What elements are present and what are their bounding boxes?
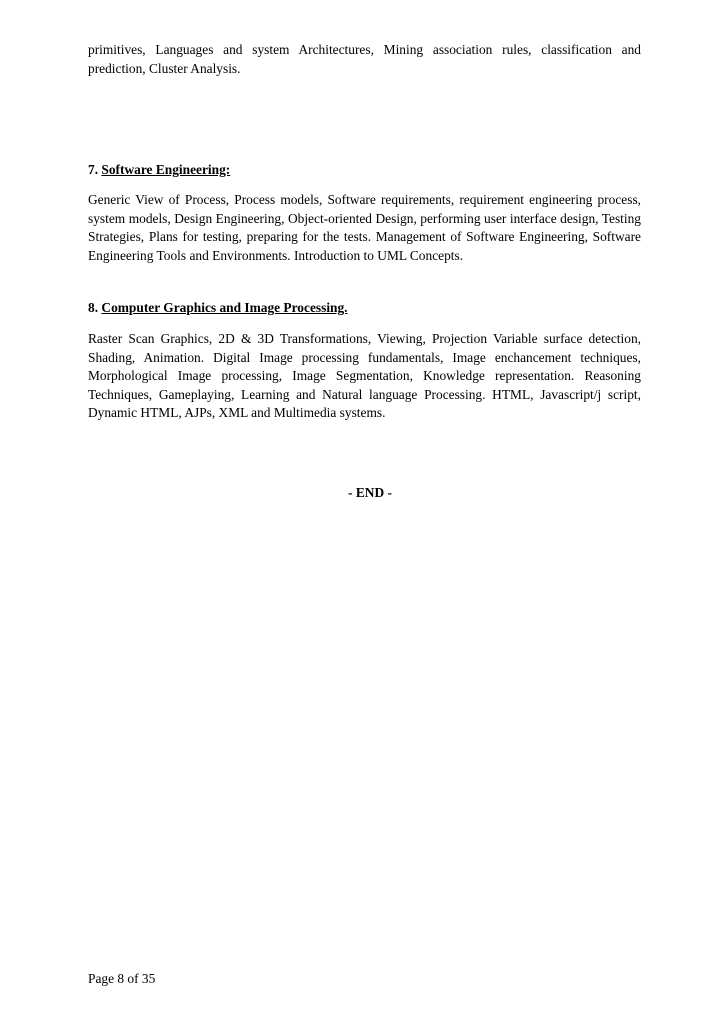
section-7-heading: [88, 161, 230, 180]
section-7-title: Software Engineering:: [101, 162, 231, 177]
end-marker: - END -: [348, 485, 392, 500]
intro-paragraph: primitives, Languages and system Architectures, Mining association rules, classification and prediction, Cluster Analysis.: [88, 42, 641, 76]
section-8-body: Raster Scan Graphics, 2D & 3D Transformations, Viewing, Projection Variable surface detection, Shading, Animation. Digital Image processing fundamentals, Image enchancement techniques, Morphological Image processing, Image Segmentation, Knowledge representation. Reasoning Techniques, Gameplaying, Learning and Natural language Processing. HTML, Javascript/j script, Dynamic HTML, AJPs, XML and Multimedia systems.: [88, 331, 641, 421]
section-8-heading: [88, 299, 348, 318]
section-7-body: Generic View of Process, Process models, Software requirements, requirement engineering process, system models, Design Engineering, Object-oriented Design, performing user interface design, Testing Strategies, Plans for testing, preparing for the tests. Management of Software Engineering, Software Engineering Tools and Environments. Introduction to UML Concepts.: [88, 192, 641, 263]
section-8-title: Computer Graphics and Image Processing.: [101, 300, 348, 315]
section-7-number: 7.: [88, 162, 99, 177]
section-8-number: 8.: [88, 300, 99, 315]
page-number-footer: Page 8 of 35: [88, 971, 156, 986]
